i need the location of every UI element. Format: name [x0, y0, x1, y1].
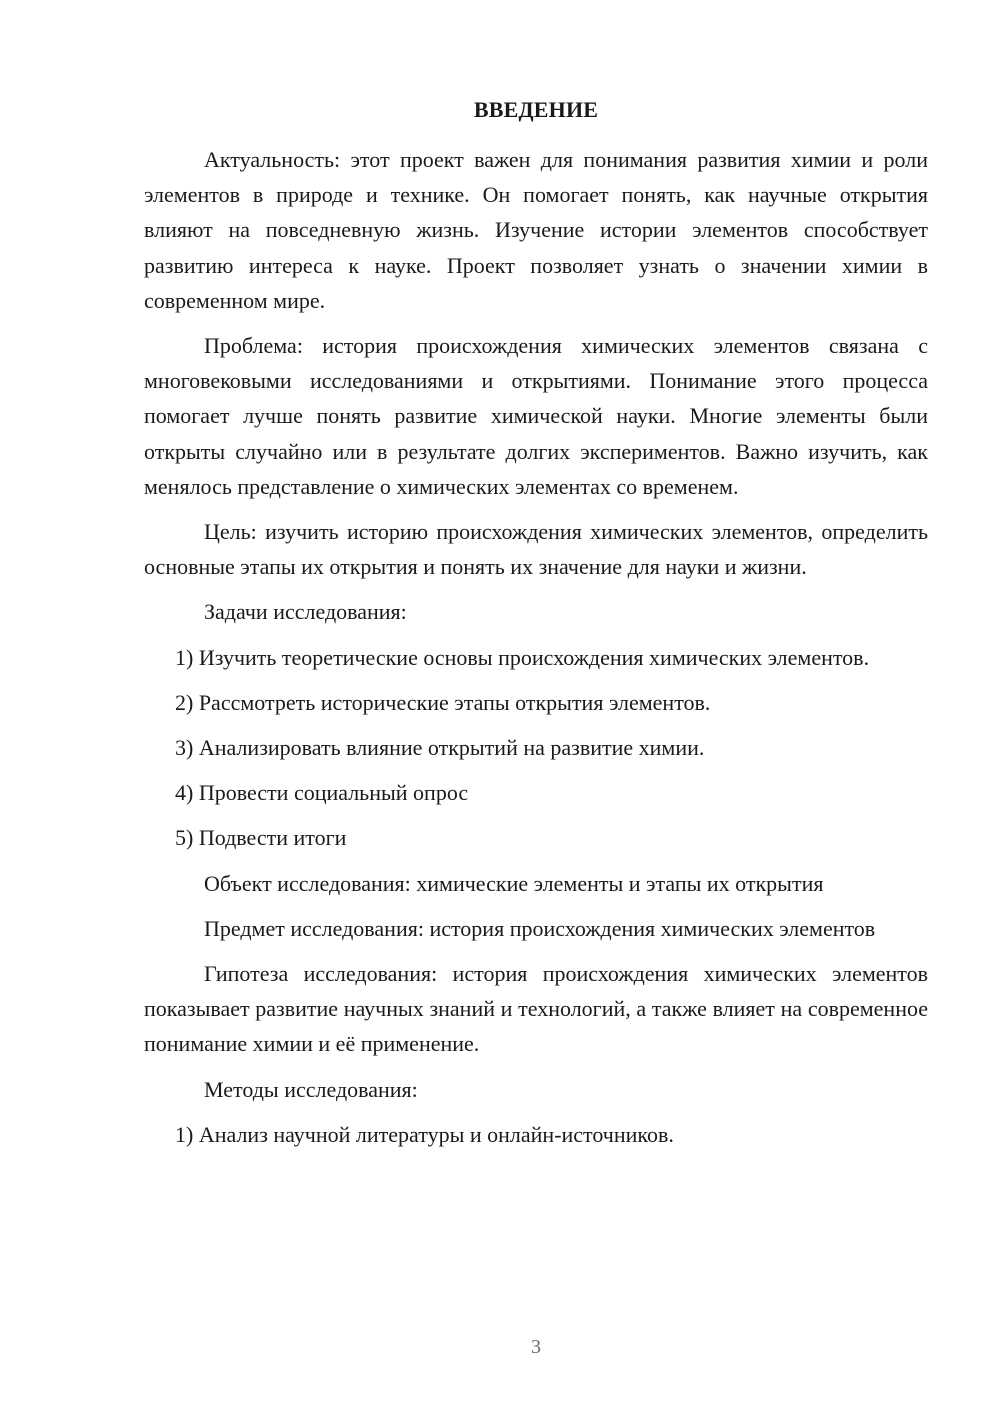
tasks-title: Задачи исследования:	[204, 599, 407, 625]
paragraph-problem: Проблема: история происхождения химических элементов связана с многовековыми исследованиями и открытиями. Понимание этого процесса помогает лучше понять развитие химической науки. Многие элементы были открыты случайно или в результате долгих экспериментов. Важно изучить, как менялось представление о химических элементах со временем.	[144, 333, 928, 499]
paragraph-goal: Цель: изучить историю происхождения химических элементов, определить основные этапы их открытия и понять их значение для науки и жизни.	[144, 519, 928, 580]
task-item-2: 2) Рассмотреть исторические этапы открытия элементов.	[175, 689, 711, 715]
paragraph-object: Объект исследования: химические элементы и этапы их открытия	[204, 870, 824, 896]
task-item-3: 3) Анализировать влияние открытий на развитие химии.	[175, 735, 705, 761]
paragraph-subject: Предмет исследования: история происхождения химических элементов	[204, 915, 876, 941]
paragraph-relevance: Актуальность: этот проект важен для понимания развития химии и роли элементов в природе и технике. Он помогает понять, как научные открытия влияют на повседневную жизнь. Изучение истории элементов способствует развитию интереса к науке. Проект позволяет узнать о значении химии в современном мире.	[144, 147, 928, 313]
method-item-1: 1) Анализ научной литературы и онлайн-источников.	[175, 1121, 674, 1147]
methods-title: Методы исследования:	[204, 1076, 418, 1102]
page-number: 3	[531, 1336, 541, 1358]
body-text	[144, 142, 928, 1152]
task-item-4: 4) Провести социальный опрос	[175, 780, 469, 806]
task-item-1: 1) Изучить теоретические основы происхождения химических элементов.	[175, 644, 870, 670]
task-item-5: 5) Подвести итоги	[175, 825, 347, 851]
section-heading: ВВЕДЕНИЕ	[473, 97, 599, 122]
paragraph-hypothesis: Гипотеза исследования: история происхождения химических элементов показывает развитие научных знаний и технологий, а также влияет на современное понимание химии и её применение.	[144, 961, 928, 1057]
